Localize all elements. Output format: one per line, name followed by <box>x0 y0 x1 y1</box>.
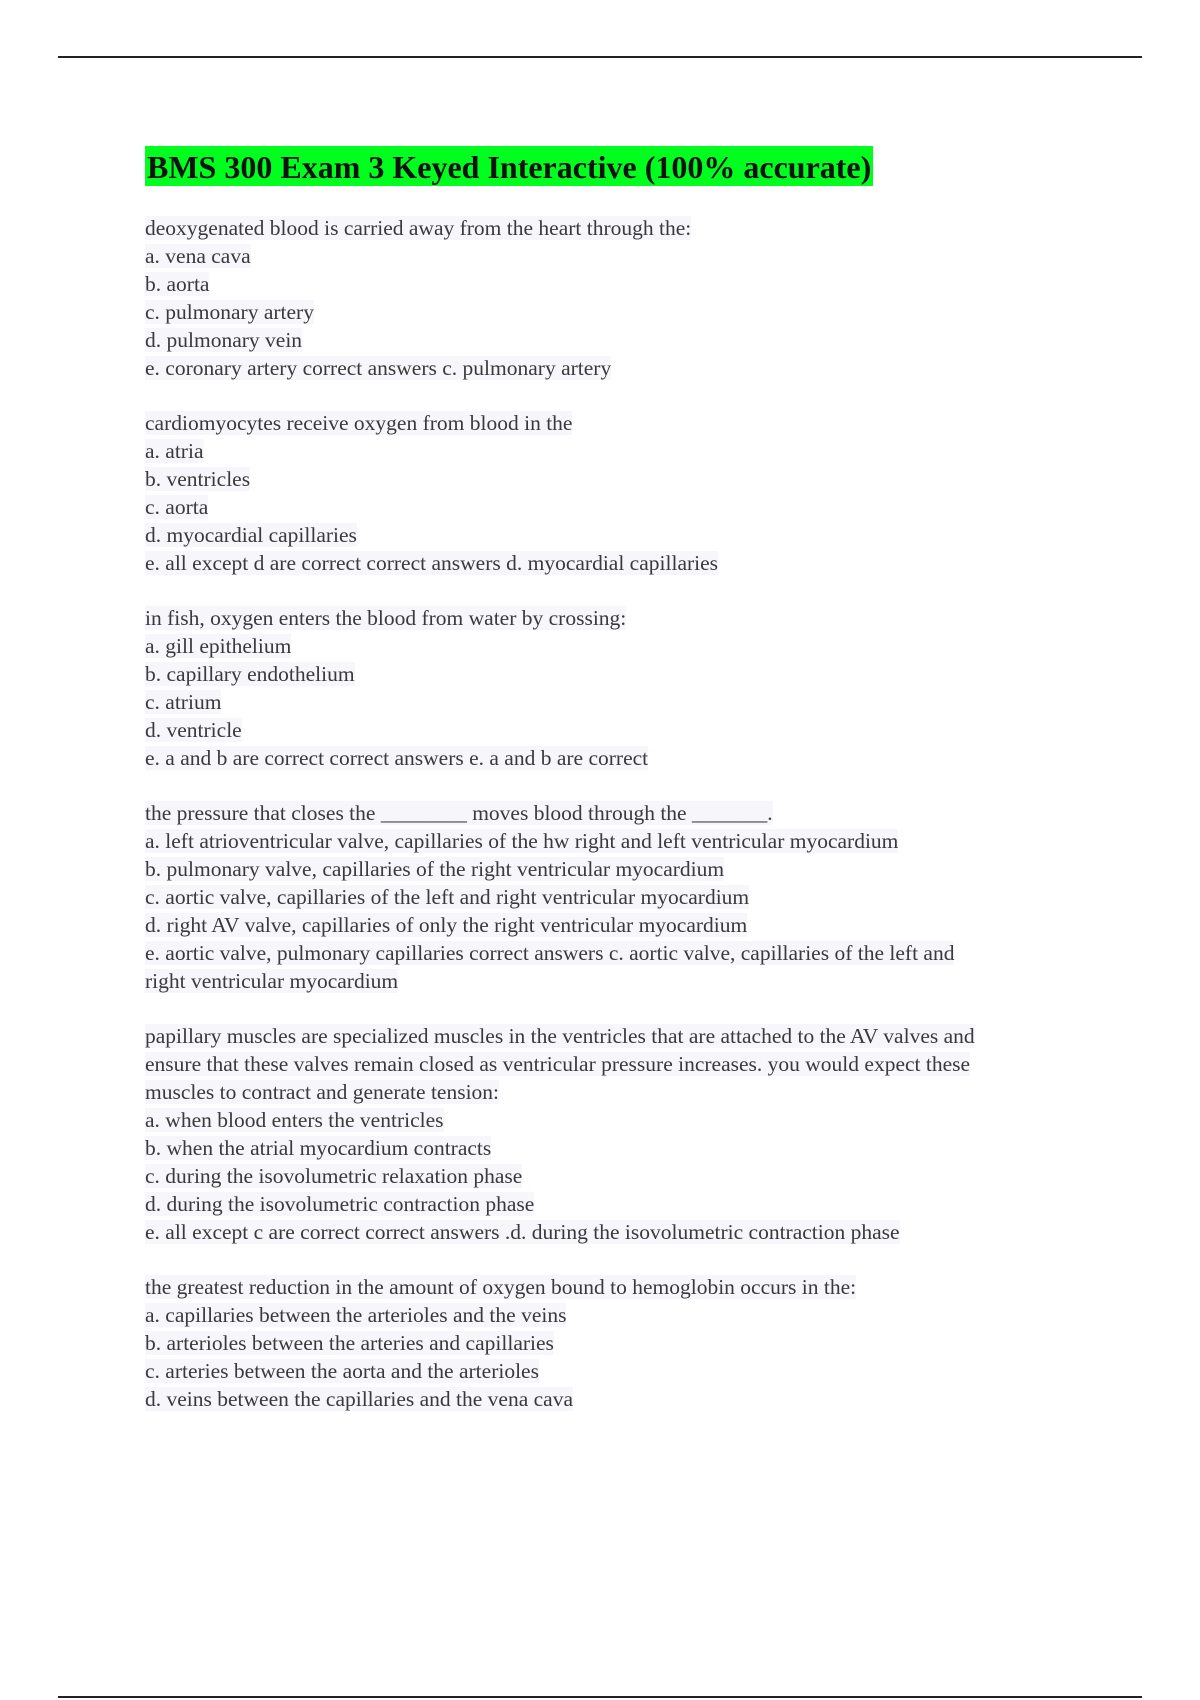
answer-option: a. capillaries between the arterioles and the veins <box>145 1303 567 1327</box>
answer-option: c. pulmonary artery <box>145 300 314 324</box>
answer-option: c. atrium <box>145 690 222 714</box>
answer-option: d. veins between the capillaries and the vena cava <box>145 1387 574 1411</box>
answer-option: c. aortic valve, capillaries of the left and right ventricular myocardium <box>145 885 750 909</box>
answer-option: d. right AV valve, capillaries of only the right ventricular myocardium <box>145 913 748 937</box>
answer-option: b. when the atrial myocardium contracts <box>145 1136 492 1160</box>
question-text: the greatest reduction in the amount of oxygen bound to hemoglobin occurs in the: <box>145 1275 857 1299</box>
answer-option: c. arteries between the aorta and the arterioles <box>145 1359 539 1383</box>
answer-option: c. during the isovolumetric relaxation phase <box>145 1164 523 1188</box>
footer-rule <box>58 1696 1142 1698</box>
question-4 <box>145 799 1105 995</box>
question-5 <box>145 1022 1105 1246</box>
answer-option: d. myocardial capillaries <box>145 523 357 547</box>
question-3 <box>145 604 1105 772</box>
answer-option-with-key: e. aortic valve, pulmonary capillaries correct answers c. aortic valve, capillaries of the left and <box>145 941 955 965</box>
answer-option: b. aorta <box>145 272 210 296</box>
answer-option: a. atria <box>145 439 204 463</box>
answer-option: d. pulmonary vein <box>145 328 303 352</box>
answer-option: d. during the isovolumetric contraction phase <box>145 1192 535 1216</box>
question-text: ensure that these valves remain closed as ventricular pressure increases. you would expect these <box>145 1052 971 1076</box>
answer-option: d. ventricle <box>145 718 242 742</box>
question-text: deoxygenated blood is carried away from the heart through the: <box>145 216 692 240</box>
question-text: the pressure that closes the ________ moves blood through the _______. <box>145 801 773 825</box>
answer-option: a. gill epithelium <box>145 634 292 658</box>
answer-option-with-key: e. all except d are correct correct answers d. myocardial capillaries <box>145 551 719 575</box>
question-list <box>145 214 1105 1440</box>
answer-option: b. arterioles between the arteries and capillaries <box>145 1331 554 1355</box>
question-text: papillary muscles are specialized muscles in the ventricles that are attached to the AV valves and <box>145 1024 975 1048</box>
question-6 <box>145 1273 1105 1413</box>
answer-option-with-key: e. a and b are correct correct answers e. a and b are correct <box>145 746 649 770</box>
answer-option: a. vena cava <box>145 244 251 268</box>
answer-option: c. aorta <box>145 495 209 519</box>
document-title: BMS 300 Exam 3 Keyed Interactive (100% accurate) <box>145 146 873 186</box>
answer-option: b. capillary endothelium <box>145 662 355 686</box>
answer-option-with-key: e. coronary artery correct answers c. pulmonary artery <box>145 356 612 380</box>
answer-option: a. when blood enters the ventricles <box>145 1108 444 1132</box>
question-2 <box>145 409 1105 577</box>
question-1 <box>145 214 1105 382</box>
answer-option: b. ventricles <box>145 467 251 491</box>
question-text: cardiomyocytes receive oxygen from blood in the <box>145 411 573 435</box>
answer-option-with-key: e. all except c are correct correct answers .d. during the isovolumetric contraction phase <box>145 1220 900 1244</box>
answer-option: b. pulmonary valve, capillaries of the right ventricular myocardium <box>145 857 725 881</box>
answer-key-continuation: right ventricular myocardium <box>145 969 399 993</box>
question-text: muscles to contract and generate tension: <box>145 1080 500 1104</box>
question-text: in fish, oxygen enters the blood from water by crossing: <box>145 606 627 630</box>
answer-option: a. left atrioventricular valve, capillaries of the hw right and left ventricular myocardium <box>145 829 899 853</box>
header-rule <box>58 56 1142 58</box>
